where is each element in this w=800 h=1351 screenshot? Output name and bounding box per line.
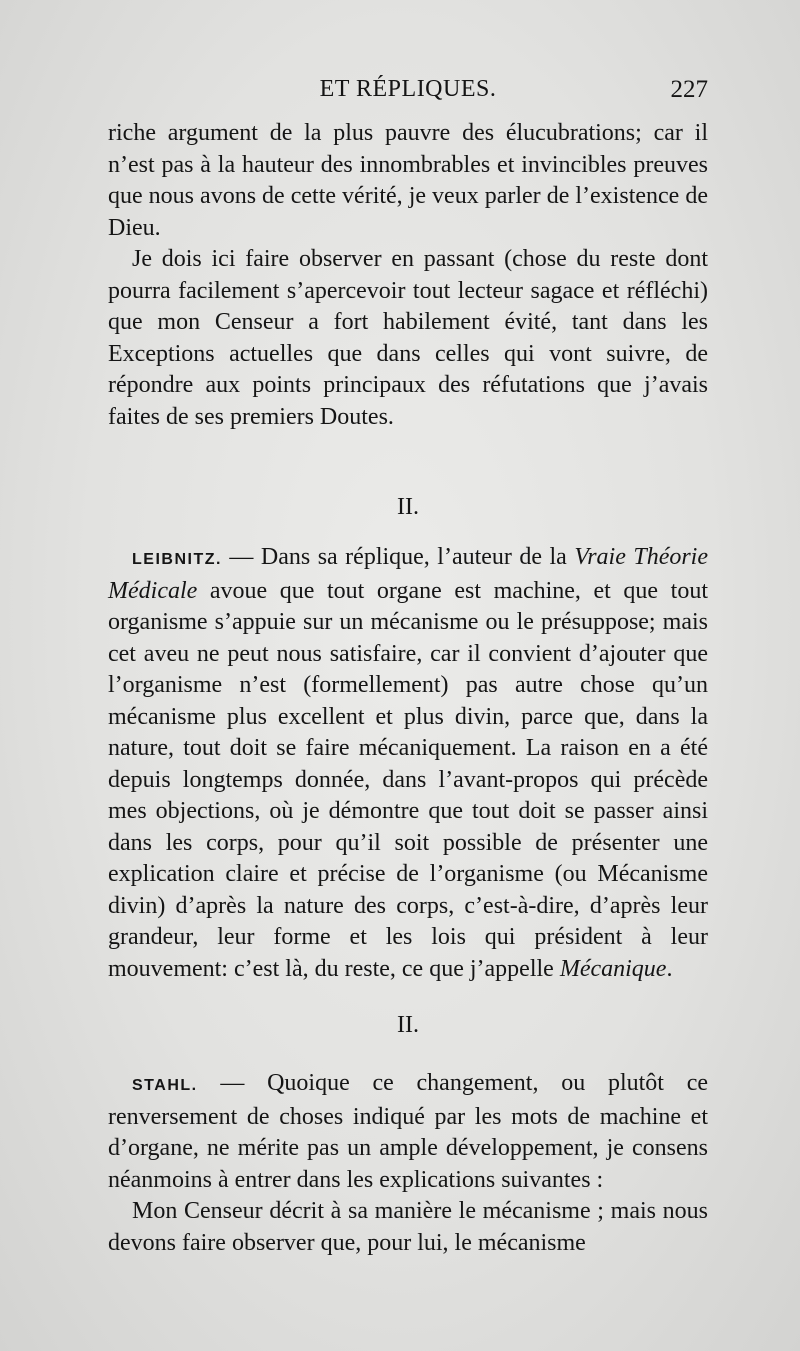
speaker-leibnitz: LEIBNITZ. bbox=[132, 551, 222, 568]
leibnitz-text-end: . bbox=[666, 955, 673, 982]
section-number-stahl: II. bbox=[397, 1012, 419, 1038]
stahl-paragraph-2: Mon Censeur décrit à sa manière le mécanisme ; mais nous devons faire observer que, pour lui, le mécanisme bbox=[108, 1198, 708, 1256]
page-header bbox=[108, 76, 708, 110]
leibnitz-text-body: avoue que tout organe est machine, et que tout organisme s’appuie sur un mécanisme ou le présuppose; mais cet aveu ne peut nous satisfaire, car il convient d’ajouter que l’organisme n’est (formellement) pas autre chose qu’un mécanisme plus excellent et plus divin, parce que, dans la nature, tout doit se faire mécaniquement. La raison en a été depuis longtemps donnée, dans l’avant-propos qui précède mes objections, où je démontre que tout doit se passer ainsi dans les corps, pour qu’il soit possible de présenter une explication claire et précise de l’organisme (ou Mécanisme divin) d’après la nature des corps, c’est-à-dire, d’après leur grandeur, leur forme et les lois qui président à leur mouvement: c’est là, du reste, ce que j’appelle bbox=[108, 577, 708, 982]
leibnitz-text-intro: — Dans sa réplique, l’auteur de la bbox=[221, 544, 575, 570]
paragraph-continuation: riche argument de la plus pauvre des élucubrations; car il n’est pas à la hauteur des innombrables et invincibles preuves que nous avons de cette vérité, je veux parler de l’existence de Dieu. bbox=[108, 120, 708, 241]
page-number: 227 bbox=[670, 76, 708, 103]
term-mecanique: Mécanique bbox=[559, 955, 667, 982]
stahl-reply bbox=[108, 1068, 708, 1259]
section-number-leibnitz: II. bbox=[397, 494, 419, 520]
stahl-text: — Quoique ce changement, ou plutôt ce renversement de choses indiqué par les mots de machine et d’organe, ne mérite pas un ample développement, je consens néanmoins à entrer dans les explications suivantes : bbox=[108, 1070, 708, 1193]
paragraph-observation: Je dois ici faire observer en passant (chose du reste dont pourra facilement s’apercevoir tout lecteur sagace et réfléchi) que mon Censeur a fort habilement évité, tant dans les Exceptions actuelles que dans celles qui vont suivre, de répondre aux points principaux des réfutations que j’avais faites de ses premiers Doutes. bbox=[108, 246, 708, 430]
running-title: ET RÉPLIQUES. bbox=[319, 76, 497, 102]
leibnitz-paragraph bbox=[108, 542, 708, 985]
stahl-paragraph bbox=[108, 1068, 708, 1196]
speaker-stahl: STAHL. bbox=[132, 1077, 198, 1094]
book-title: Vraie Théorie Médicale bbox=[108, 544, 709, 604]
leibnitz-reply bbox=[108, 542, 708, 985]
opening-text bbox=[108, 118, 708, 433]
